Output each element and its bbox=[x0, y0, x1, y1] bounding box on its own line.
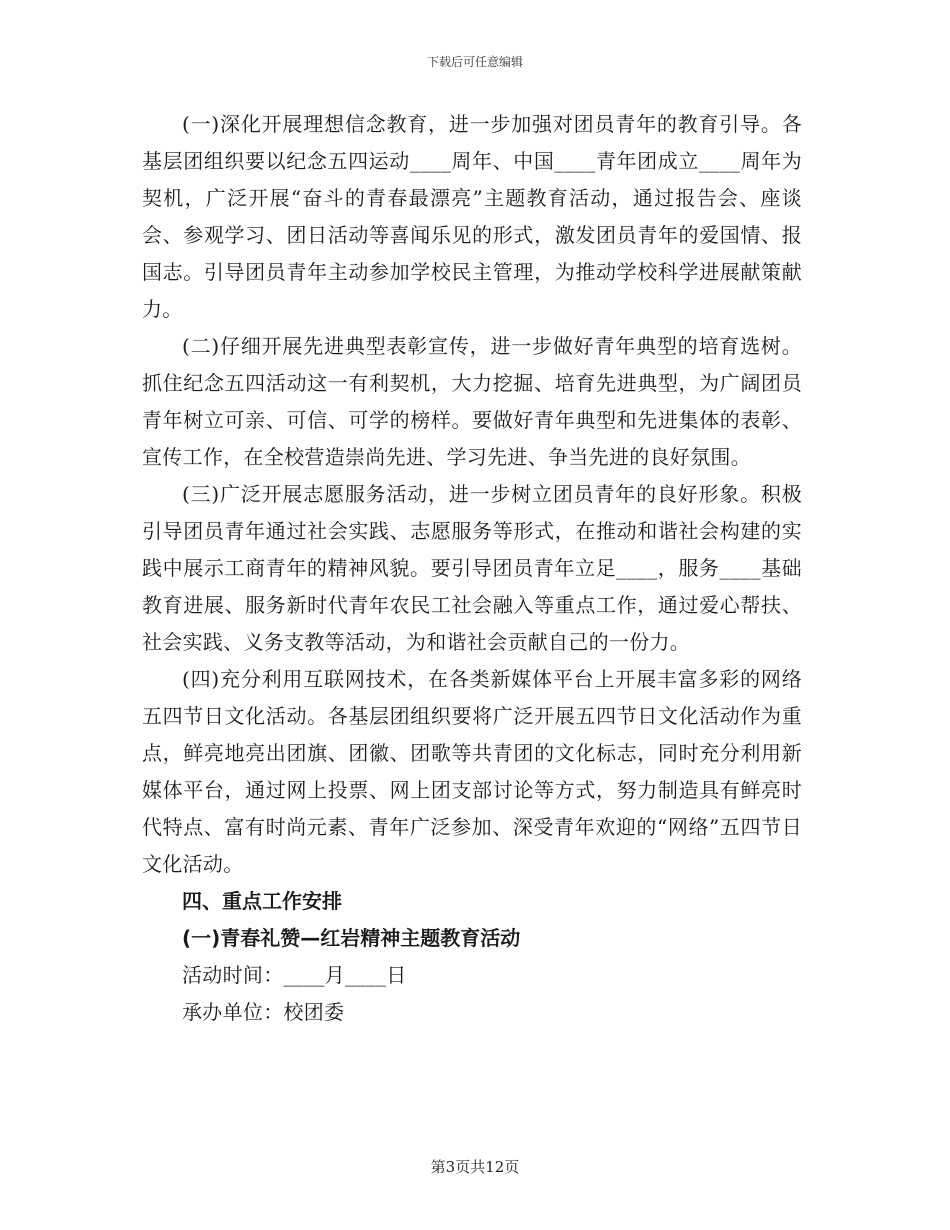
subsection-heading-youth-tribute: (一)青春礼赞—红岩精神主题教育活动 bbox=[182, 926, 521, 950]
activity-time-field: 活动时间：____月____日 bbox=[182, 963, 407, 987]
page-number-footer: 第3页共12页 bbox=[430, 1158, 520, 1176]
page-header-note: 下载后可任意编辑 bbox=[426, 55, 523, 69]
organizer-field: 承办单位：校团委 bbox=[182, 1000, 345, 1024]
section-heading-key-work: 四、重点工作安排 bbox=[182, 889, 342, 913]
paragraph-internet-culture-activities: (四)充分利用互联网技术，在各类新媒体平台上开展丰富多彩的网络五四节日文化活动。各基层团组织要将广泛开展五四节日文化活动作为重点，鲜亮地亮出团旗、团徽、团歌等共青团的文化标志，同时充分利用新媒体平台，通过网上投票、网上团支部讨论等方式，努力制造具有鲜亮时代特点、富有时尚元素、青年广泛参加、深受青年欢迎的“网络”五四节日文化活动。 bbox=[142, 667, 802, 876]
document-body bbox=[142, 106, 802, 1031]
paragraph-advanced-model-publicity: (二)仔细开展先进典型表彰宣传，进一步做好青年典型的培育选树。抓住纪念五四活动这一有利契机，大力挖掘、培育先进典型，为广阔团员青年树立可亲、可信、可学的榜样。要做好青年典型和先进集体的表彰、宣传工作，在全校营造崇尚先进、学习先进、争当先进的良好氛围。 bbox=[142, 334, 802, 469]
paragraph-ideal-belief-education: (一)深化开展理想信念教育，进一步加强对团员青年的教育引导。各基层团组织要以纪念五四运动____周年、中国____青年团成立____周年为契机，广泛开展“奋斗的青春最漂亮”主题教育活动，通过报告会、座谈会、参观学习、团日活动等喜闻乐见的形式，激发团员青年的爱国情、报国志。引导团员青年主动参加学校民主管理，为推动学校科学进展献策献力。 bbox=[142, 112, 802, 321]
paragraph-volunteer-service: (三)广泛开展志愿服务活动，进一步树立团员青年的良好形象。积极引导团员青年通过社会实践、志愿服务等形式，在推动和谐社会构建的实践中展示工商青年的精神风貌。要引导团员青年立足____，服务____基础教育进展、服务新时代青年农民工社会融入等重点工作，通过爱心帮扶、社会实践、义务支教等活动，为和谐社会贡献自己的一份力。 bbox=[142, 482, 802, 654]
